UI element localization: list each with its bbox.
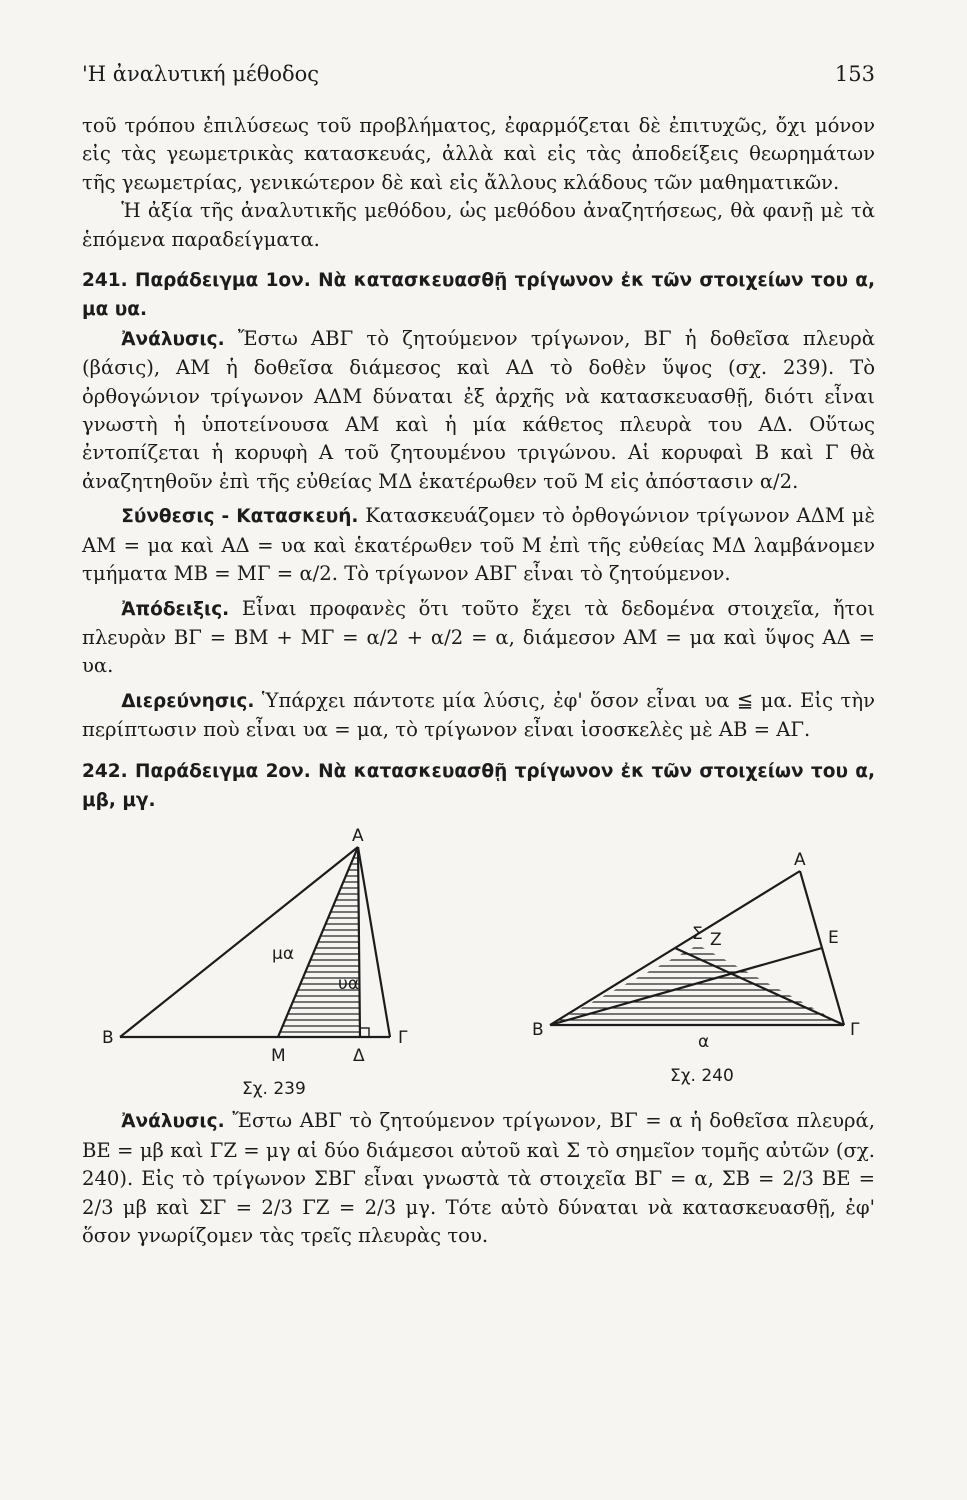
right-angle-mark [360,1028,369,1037]
section-heading-text: 241. Παράδειγμα 1ον. Νὰ κατασκευασθῇ τρίγωνον ἐκ τῶν στοιχείων του α, μα υα. [82,270,875,321]
analysis-paragraph [82,325,875,496]
figure-caption: Σχ. 239 [242,1079,306,1100]
paragraph-text: Ὑπάρχει πάντοτε μία λύσις, ἐφ' ὅσον εἶναι υα ≦ μα. Εἰς τὴν περίπτωσιν ποὺ εἶναι υα = μα, τὸ τρίγωνον εἶναι ἰσοσκελὲς μὲ ΑΒ = ΑΓ. [82,688,875,742]
run-in-label: Ἀπόδειξις. [121,598,230,620]
figure-239 [88,819,428,1101]
running-head [82,62,875,92]
paragraph: τοῦ τρόπου ἐπιλύσεως τοῦ προβλήματος, ἐφαρμόζεται δὲ ἐπιτυχῶς, ὄχι μόνον εἰς τὰς γεωμετρικὰς κατασκευάς, ἀλλὰ καὶ εἰς τὰς ἀποδείξεις θεωρημάτων τῆς γεωμετρίας, γενικώτερον δὲ καὶ εἰς ἄλλους κλάδους τῶν μαθηματικῶν. [82,114,875,194]
vertex-label-D: Δ [353,1046,365,1067]
analysis-paragraph [82,1107,875,1250]
section-241-heading [82,266,875,325]
figure-240-drawing [530,819,875,1101]
side-AG [358,847,390,1037]
page-body [82,112,875,1250]
run-in-label: Ἀνάλυσις. [121,328,225,350]
chapter-title: 'Η ἀναλυτική μέθοδος [82,62,320,86]
figure-240 [530,819,875,1101]
vertex-label-G: Γ [398,1028,408,1049]
vertex-label-B: Β [532,1020,544,1041]
vertex-label-M: Μ [271,1046,286,1067]
altitude-label: υα [338,974,360,995]
figures-row [82,819,875,1101]
vertex-label-A: Α [794,850,806,871]
vertex-label-A: Α [352,826,364,847]
vertex-label-G: Γ [850,1020,860,1041]
section-242-heading [82,757,875,816]
paragraph-text: Ἔστω ΑΒΓ τὸ ζητούμενον τρίγωνον, ΒΓ ἡ δοθεῖσα πλευρὰ (βάσις), ΑΜ ἡ δοθεῖσα διάμεσος καὶ ΑΔ τὸ δοθὲν ὕψος (σχ. 239). Τὸ ὀρθογώνιον τρίγωνον ΑΔΜ δύναται ἐξ ἀρχῆς νὰ κατασκευασθῇ, διότι εἶναι γνωστὴ ἡ ὑποτείνουσα ΑΜ καὶ ἡ μία κάθετος πλευρὰ του ΑΔ. Οὕτως ἐντοπίζεται ἡ κορυφὴ Α τοῦ ζητουμένου τριγώνου. Αἱ κορυφαὶ Β καὶ Γ θὰ ἀναζητηθοῦν ἐπὶ τῆς εὐθείας ΜΔ ἑκατέρωθεν τοῦ Μ εἰς ἀπόστασιν α/2. [82,326,875,493]
point-label-S: Σ [692,924,703,945]
point-label-Z: Ζ [710,930,722,951]
run-in-label: Διερεύνησις. [121,690,255,712]
discussion-paragraph [82,687,875,745]
paragraph-text: Κατασκευάζομεν τὸ ὀρθογώνιον τρίγωνον ΑΔΜ μὲ ΑΜ = μα καὶ ΑΔ = υα καὶ ἑκατέρωθεν τοῦ Μ ἐπὶ τῆς εὐθείας ΜΔ λαμβάνομεν τμήματα ΜΒ = ΜΓ = α/2. Τὸ τρίγωνον ΑΒΓ εἶναι τὸ ζητούμενον. [82,504,876,586]
paragraph: Ἡ ἀξία τῆς ἀναλυτικῆς μεθόδου, ὡς μεθόδου ἀναζητήσεως, θὰ φανῇ μὲ τὰ ἑπόμενα παραδείγματα. [82,199,875,251]
section-heading-text: 242. Παράδειγμα 2ον. Νὰ κατασκευασθῇ τρίγωνον ἐκ τῶν στοιχείων του α, μβ, μγ. [82,760,875,811]
median-label: μα [272,944,295,965]
synthesis-paragraph [82,502,875,588]
side-label-a: α [698,1032,710,1053]
paragraph-text: Εἶναι προφανὲς ὅτι τοῦτο ἔχει τὰ δεδομένα στοιχεῖα, ἤτοι πλευρὰν ΒΓ = ΒΜ + ΜΓ = α/2 + α/2 = α, διάμεσον ΑΜ = μα καὶ ὕψος ΑΔ = υα. [82,596,875,678]
vertex-label-B: Β [102,1028,114,1049]
point-label-E: Ε [828,928,839,949]
run-in-label: Σύνθεσις - Κατασκευή. [121,506,359,528]
page-number: 153 [834,62,875,86]
paragraph-text: Ἔστω ΑΒΓ τὸ ζητούμενον τρίγωνον, ΒΓ = α ἡ δοθεῖσα πλευρά, ΒΕ = μβ καὶ ΓΖ = μγ αἱ δύο διάμεσοι αὐτοῦ καὶ Σ τὸ σημεῖον τομῆς αὐτῶν (σχ. 240). Εἰς τὸ τρίγωνον ΣΒΓ εἶναι γνωστὰ τὰ στοιχεῖα ΒΓ = α, ΣΒ = 2/3 ΒΕ = 2/3 μβ καὶ ΣΓ = 2/3 ΓΖ = 2/3 μγ. Τότε αὐτὸ δύναται νὰ κατασκευασθῇ, ἐφ' ὅσον γνωρίζομεν τὰς τρεῖς πλευρὰς του. [82,1109,876,1247]
proof-paragraph [82,595,875,681]
figure-239-drawing [88,819,428,1101]
figure-caption: Σχ. 240 [670,1066,734,1087]
run-in-label: Ἀνάλυσις. [121,1111,225,1133]
